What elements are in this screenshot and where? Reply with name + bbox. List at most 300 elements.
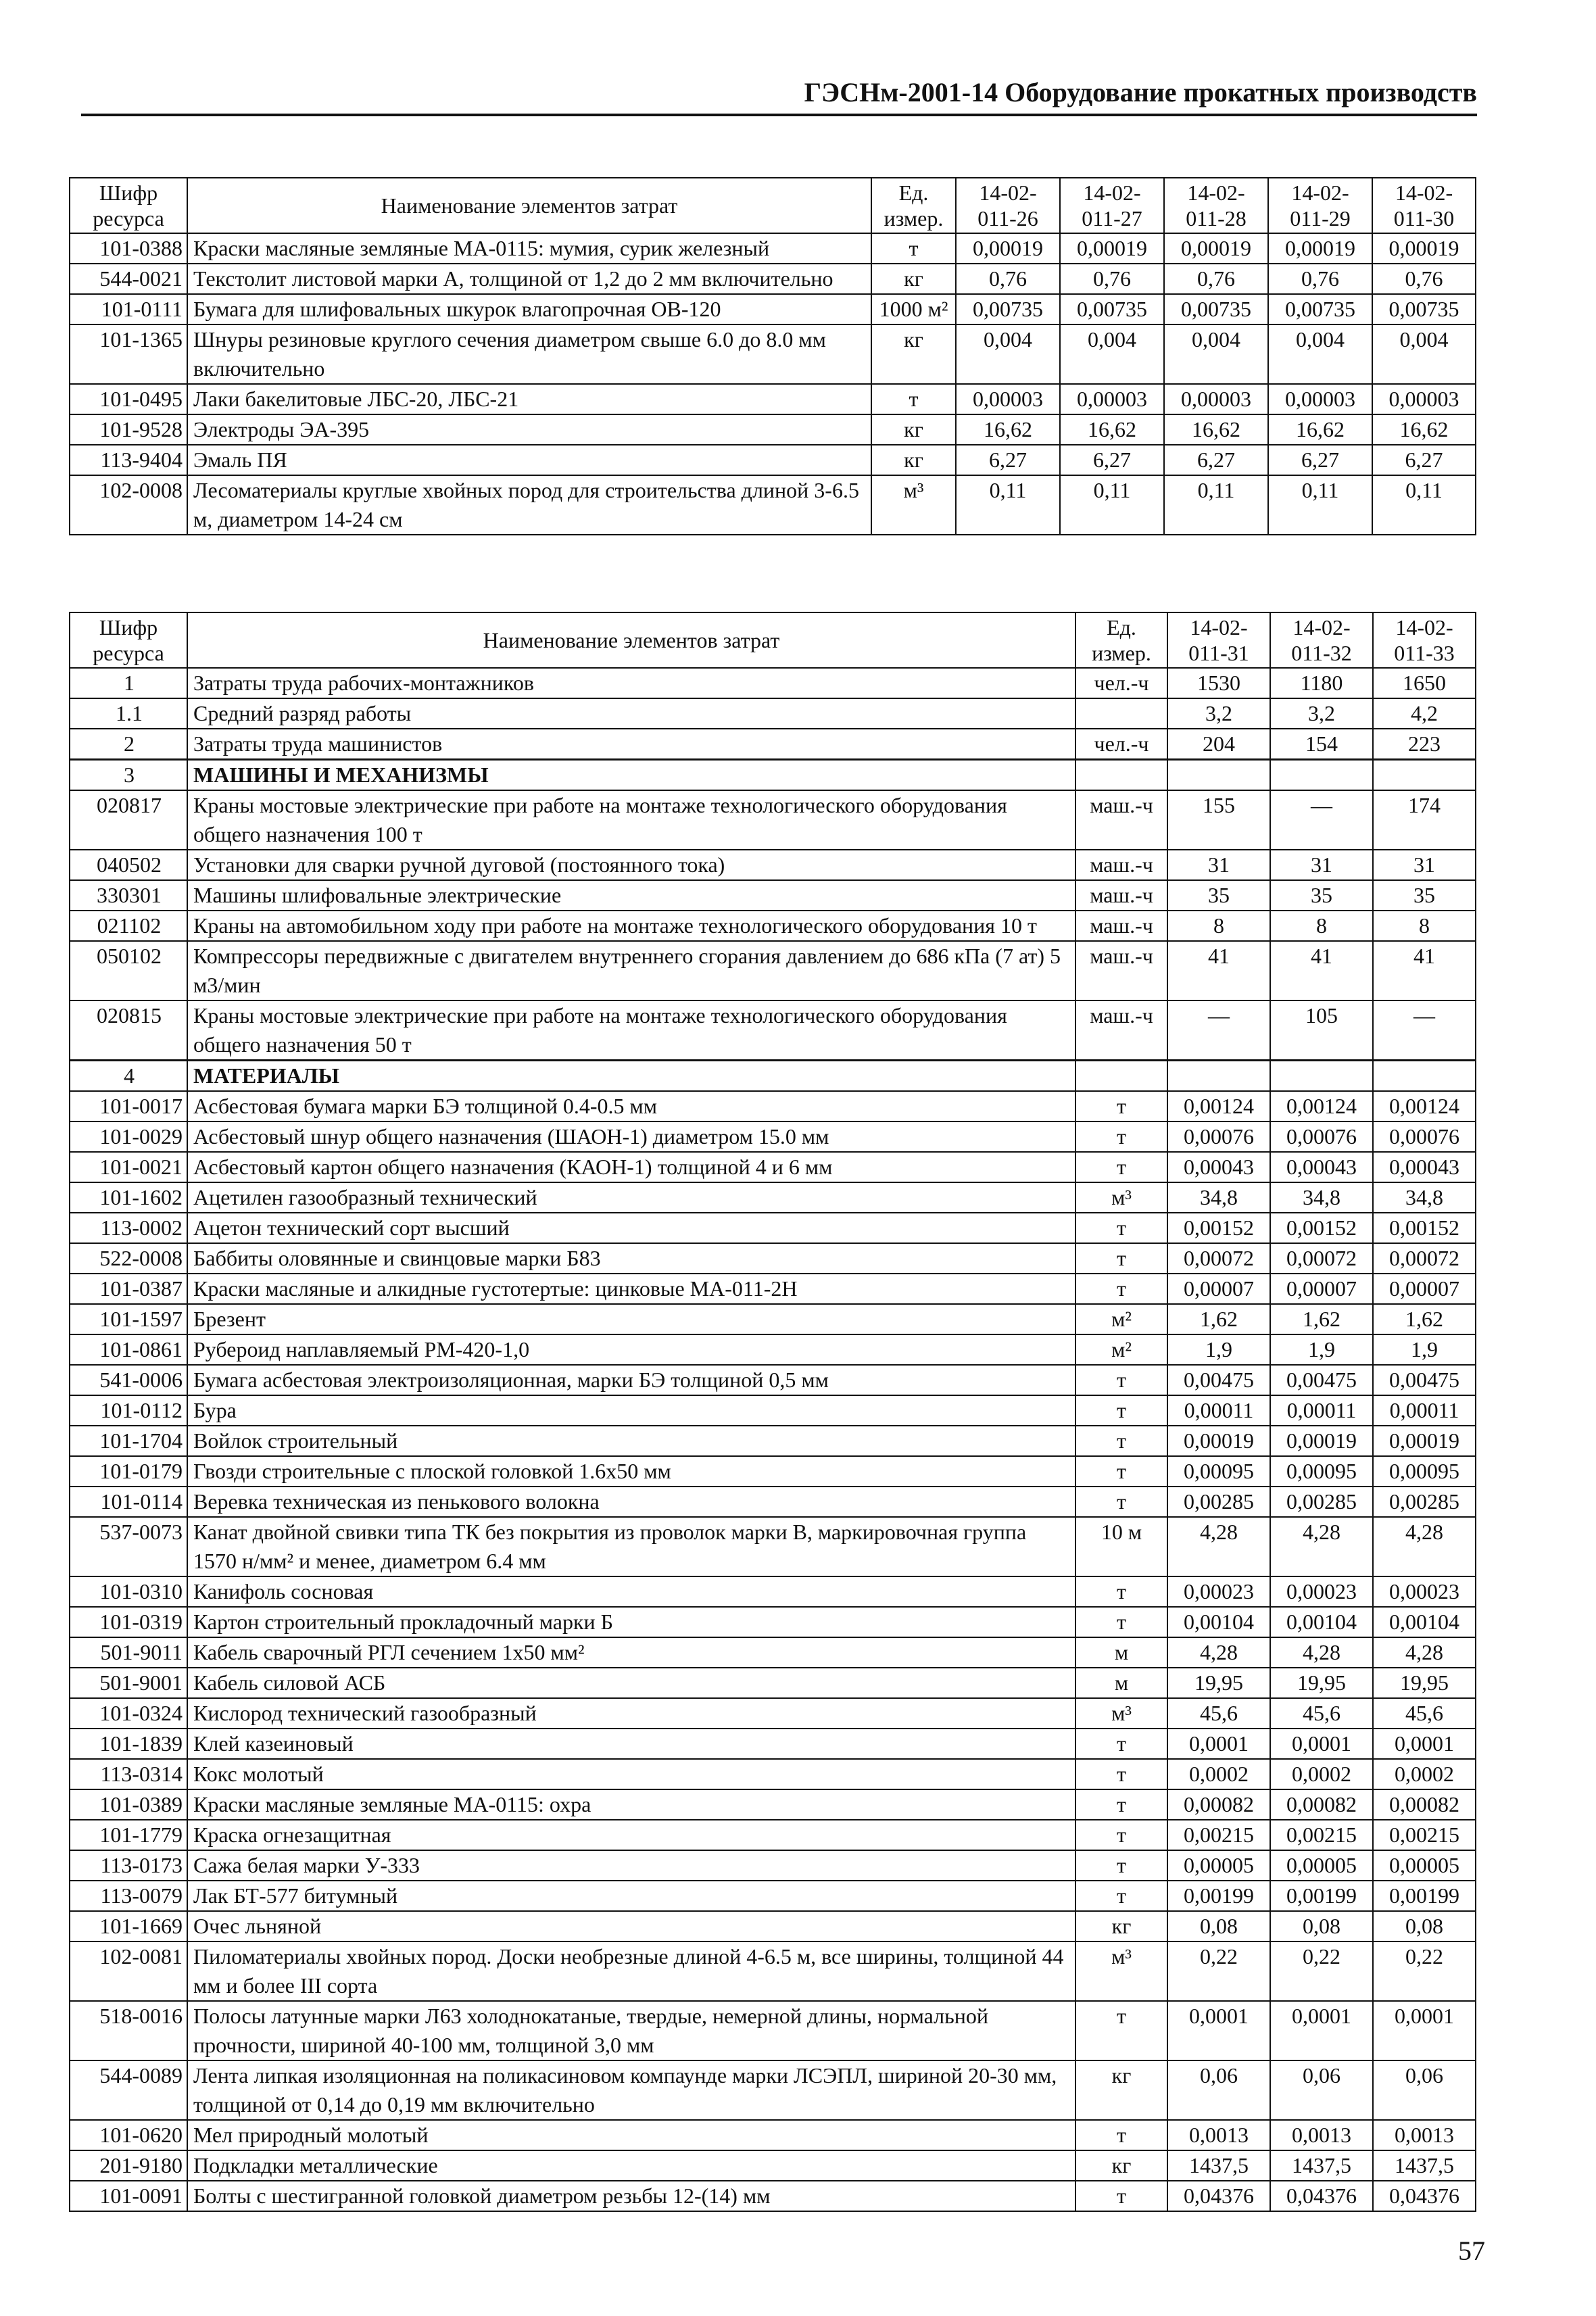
unit-of-measure: маш.-ч xyxy=(1075,941,1167,1000)
resource-name: Краска огнезащитная xyxy=(187,1820,1075,1850)
resource-code: 101-1839 xyxy=(70,1729,187,1759)
resource-code: 101-0112 xyxy=(70,1395,187,1426)
resource-name: Клей казеиновый xyxy=(187,1729,1075,1759)
norm-value: 223 xyxy=(1373,729,1476,760)
unit-of-measure: т xyxy=(1075,1365,1167,1395)
resource-table-1 xyxy=(69,177,1476,535)
norm-value: 0,0013 xyxy=(1167,2120,1270,2150)
table-row xyxy=(70,911,1476,941)
table-row xyxy=(70,1850,1476,1881)
norm-value: 0,00003 xyxy=(1164,384,1268,414)
norm-value: 0,08 xyxy=(1167,1911,1270,1941)
norm-value: 8 xyxy=(1270,911,1373,941)
norm-value: 0,76 xyxy=(1268,264,1372,294)
resource-code: 101-0310 xyxy=(70,1576,187,1607)
norm-value: 1,9 xyxy=(1270,1334,1373,1365)
resource-code: 101-0091 xyxy=(70,2181,187,2211)
norm-value: 0,00199 xyxy=(1373,1881,1476,1911)
unit-of-measure: т xyxy=(1075,2120,1167,2150)
table-row xyxy=(70,1759,1476,1789)
norm-value: 0,00735 xyxy=(956,294,1060,324)
norm-value: — xyxy=(1373,1000,1476,1061)
column-header-code: Шифр ресурса xyxy=(70,612,187,668)
norm-value: 6,27 xyxy=(1268,445,1372,475)
unit-of-measure: т xyxy=(871,384,956,414)
resource-code: 101-0324 xyxy=(70,1698,187,1729)
unit-of-measure: м³ xyxy=(1075,1182,1167,1213)
table-row xyxy=(70,1576,1476,1607)
unit-of-measure: т xyxy=(1075,2181,1167,2211)
norm-value: 0,004 xyxy=(1268,324,1372,384)
unit-of-measure: т xyxy=(1075,1729,1167,1759)
resource-code: 101-0388 xyxy=(70,233,187,264)
resource-name: МАШИНЫ И МЕХАНИЗМЫ xyxy=(187,760,1075,791)
norm-value: 0,00152 xyxy=(1270,1213,1373,1243)
norm-value: 34,8 xyxy=(1270,1182,1373,1213)
norm-value: 8 xyxy=(1373,911,1476,941)
table-row xyxy=(70,1941,1476,2001)
resource-name: Канат двойной свивки типа ТК без покрытия из проволок марки В, маркировочная группа 1570 н/мм² и менее, диаметром 6.4 мм xyxy=(187,1517,1075,1576)
norm-value: 4,28 xyxy=(1270,1517,1373,1576)
resource-name: Болты с шестигранной головкой диаметром резьбы 12-(14) мм xyxy=(187,2181,1075,2211)
table-row xyxy=(70,1517,1476,1576)
unit-of-measure: маш.-ч xyxy=(1075,880,1167,911)
norm-value: 4,2 xyxy=(1373,698,1476,729)
resource-code: 1.1 xyxy=(70,698,187,729)
norm-value: 0,22 xyxy=(1270,1941,1373,2001)
resource-name: Бумага для шлифовальных шкурок влагопрочная ОВ-120 xyxy=(187,294,871,324)
resource-name: МАТЕРИАЛЫ xyxy=(187,1061,1075,1092)
norm-value: 0,00124 xyxy=(1270,1091,1373,1121)
unit-of-measure: 1000 м² xyxy=(871,294,956,324)
unit-of-measure: чел.-ч xyxy=(1075,668,1167,698)
resource-name: Полосы латунные марки Л63 холоднокатаные, твердые, немерной длины, нормальной прочности, шириной 40-100 мм, толщиной 3,0 мм xyxy=(187,2001,1075,2060)
resource-code: 101-0017 xyxy=(70,1091,187,1121)
resource-code: 113-0079 xyxy=(70,1881,187,1911)
norm-value: 0,22 xyxy=(1373,1941,1476,2001)
norm-value: 0,11 xyxy=(1372,475,1476,535)
resource-code: 101-1704 xyxy=(70,1426,187,1456)
unit-of-measure: т xyxy=(1075,1426,1167,1456)
resource-code: 101-0029 xyxy=(70,1121,187,1152)
resource-name: Краны на автомобильном ходу при работе на монтаже технологического оборудования 10 т xyxy=(187,911,1075,941)
resource-code: 113-9404 xyxy=(70,445,187,475)
resource-name: Краны мостовые электрические при работе на монтаже технологического оборудования общего назначения 100 т xyxy=(187,790,1075,850)
resource-code: 101-0620 xyxy=(70,2120,187,2150)
table-row xyxy=(70,1456,1476,1487)
norm-value: 0,00095 xyxy=(1167,1456,1270,1487)
resource-name: Краски масляные земляные МА-0115: мумия, сурик железный xyxy=(187,233,871,264)
table-row xyxy=(70,2001,1476,2060)
norm-value: 35 xyxy=(1373,880,1476,911)
resource-code: 101-0179 xyxy=(70,1456,187,1487)
table-row xyxy=(70,1182,1476,1213)
column-header-unit: Ед. измер. xyxy=(871,178,956,233)
resource-name: Бура xyxy=(187,1395,1075,1426)
resource-name: Подкладки металлические xyxy=(187,2150,1075,2181)
unit-of-measure: т xyxy=(1075,1487,1167,1517)
unit-of-measure: м³ xyxy=(1075,1698,1167,1729)
resource-code: 020815 xyxy=(70,1000,187,1061)
norm-value: 45,6 xyxy=(1373,1698,1476,1729)
norm-value: 0,00076 xyxy=(1167,1121,1270,1152)
unit-of-measure: маш.-ч xyxy=(1075,911,1167,941)
table-row xyxy=(70,384,1476,414)
resource-code: 101-0319 xyxy=(70,1607,187,1637)
resource-name: Гвозди строительные с плоской головкой 1.6x50 мм xyxy=(187,1456,1075,1487)
unit-of-measure: маш.-ч xyxy=(1075,850,1167,880)
norm-value: 0,00019 xyxy=(956,233,1060,264)
table-row xyxy=(70,1061,1476,1092)
resource-code: 101-1602 xyxy=(70,1182,187,1213)
resource-code: 518-0016 xyxy=(70,2001,187,2060)
resource-code: 102-0081 xyxy=(70,1941,187,2001)
norm-value xyxy=(1167,760,1270,791)
norm-value: 0,0001 xyxy=(1167,2001,1270,2060)
column-header-norm: 14-02-011-32 xyxy=(1270,612,1373,668)
norm-value: 0,0013 xyxy=(1373,2120,1476,2150)
resource-name: Шнуры резиновые круглого сечения диаметром свыше 6.0 до 8.0 мм включительно xyxy=(187,324,871,384)
norm-value: 41 xyxy=(1270,941,1373,1000)
resource-name: Текстолит листовой марки А, толщиной от 1,2 до 2 мм включительно xyxy=(187,264,871,294)
resource-code: 101-0021 xyxy=(70,1152,187,1182)
table-row xyxy=(70,729,1476,760)
unit-of-measure: кг xyxy=(871,324,956,384)
table-row xyxy=(70,850,1476,880)
norm-value: 0,00023 xyxy=(1373,1576,1476,1607)
table-row xyxy=(70,1091,1476,1121)
norm-value: 0,00082 xyxy=(1373,1789,1476,1820)
unit-of-measure xyxy=(1075,698,1167,729)
norm-value: 0,0002 xyxy=(1167,1759,1270,1789)
column-header-code: Шифр ресурса xyxy=(70,178,187,233)
norm-value: 0,00152 xyxy=(1373,1213,1476,1243)
resource-name: Установки для сварки ручной дуговой (постоянного тока) xyxy=(187,850,1075,880)
norm-value: 0,00003 xyxy=(956,384,1060,414)
norm-value: 19,95 xyxy=(1270,1668,1373,1698)
table-row xyxy=(70,2181,1476,2211)
unit-of-measure: т xyxy=(1075,1789,1167,1820)
table-row xyxy=(70,941,1476,1000)
norm-value: 1,62 xyxy=(1373,1304,1476,1334)
norm-value: 31 xyxy=(1373,850,1476,880)
norm-value: 0,00019 xyxy=(1167,1426,1270,1456)
column-header-norm: 14-02-011-33 xyxy=(1373,612,1476,668)
norm-value: 0,00735 xyxy=(1060,294,1164,324)
norm-value: 0,00043 xyxy=(1270,1152,1373,1182)
table-row xyxy=(70,1911,1476,1941)
resource-name: Краны мостовые электрические при работе на монтаже технологического оборудования общего назначения 50 т xyxy=(187,1000,1075,1061)
unit-of-measure: м xyxy=(1075,1668,1167,1698)
norm-value: 19,95 xyxy=(1167,1668,1270,1698)
norm-value: 0,22 xyxy=(1167,1941,1270,2001)
norm-value: 1437,5 xyxy=(1167,2150,1270,2181)
unit-of-measure: м³ xyxy=(871,475,956,535)
norm-value: 0,00023 xyxy=(1167,1576,1270,1607)
norm-value: 3,2 xyxy=(1167,698,1270,729)
resource-code: 4 xyxy=(70,1061,187,1092)
norm-value: 6,27 xyxy=(956,445,1060,475)
unit-of-measure: т xyxy=(1075,1759,1167,1789)
resource-name: Бумага асбестовая электроизоляционная, марки БЭ толщиной 0,5 мм xyxy=(187,1365,1075,1395)
norm-value: 0,11 xyxy=(1164,475,1268,535)
resource-code: 544-0021 xyxy=(70,264,187,294)
resource-code: 101-1597 xyxy=(70,1304,187,1334)
norm-value: 35 xyxy=(1270,880,1373,911)
resource-name: Веревка техническая из пенькового волокна xyxy=(187,1487,1075,1517)
resource-code: 201-9180 xyxy=(70,2150,187,2181)
resource-code: 102-0008 xyxy=(70,475,187,535)
norm-value: 0,0013 xyxy=(1270,2120,1373,2150)
unit-of-measure: т xyxy=(1075,1820,1167,1850)
resource-name: Затраты труда машинистов xyxy=(187,729,1075,760)
norm-value: 0,00003 xyxy=(1060,384,1164,414)
table-row xyxy=(70,445,1476,475)
norm-value: 0,00072 xyxy=(1270,1243,1373,1274)
table-row xyxy=(70,668,1476,698)
resource-code: 501-9001 xyxy=(70,1668,187,1698)
column-header-norm: 14-02-011-31 xyxy=(1167,612,1270,668)
norm-value: 31 xyxy=(1270,850,1373,880)
norm-value: 0,00215 xyxy=(1373,1820,1476,1850)
norm-value: 154 xyxy=(1270,729,1373,760)
unit-of-measure: кг xyxy=(871,264,956,294)
norm-value: 0,00011 xyxy=(1373,1395,1476,1426)
column-header-unit: Ед. измер. xyxy=(1075,612,1167,668)
resource-name: Канифоль сосновая xyxy=(187,1576,1075,1607)
unit-of-measure: т xyxy=(1075,1274,1167,1304)
resource-name: Машины шлифовальные электрические xyxy=(187,880,1075,911)
unit-of-measure: кг xyxy=(1075,2150,1167,2181)
unit-of-measure: т xyxy=(1075,1607,1167,1637)
table-row xyxy=(70,1152,1476,1182)
table-row xyxy=(70,1000,1476,1061)
norm-value: 0,08 xyxy=(1270,1911,1373,1941)
table-row xyxy=(70,324,1476,384)
norm-value: 0,00007 xyxy=(1373,1274,1476,1304)
norm-value: 0,00019 xyxy=(1060,233,1164,264)
table-row xyxy=(70,233,1476,264)
norm-value: 19,95 xyxy=(1373,1668,1476,1698)
table-row xyxy=(70,1334,1476,1365)
norm-value: 35 xyxy=(1167,880,1270,911)
norm-value: 0,0002 xyxy=(1270,1759,1373,1789)
norm-value: 0,00199 xyxy=(1167,1881,1270,1911)
norm-value: 174 xyxy=(1373,790,1476,850)
norm-value: 0,00104 xyxy=(1373,1607,1476,1637)
resource-code: 101-1779 xyxy=(70,1820,187,1850)
table-row xyxy=(70,414,1476,445)
norm-value: 16,62 xyxy=(1372,414,1476,445)
norm-value: 0,00019 xyxy=(1372,233,1476,264)
norm-value: 0,00475 xyxy=(1373,1365,1476,1395)
norm-value: 1437,5 xyxy=(1373,2150,1476,2181)
norm-value: 4,28 xyxy=(1167,1517,1270,1576)
norm-value: 0,04376 xyxy=(1270,2181,1373,2211)
resource-name: Очес льняной xyxy=(187,1911,1075,1941)
unit-of-measure: т xyxy=(1075,1091,1167,1121)
norm-value: 1,62 xyxy=(1167,1304,1270,1334)
table-row xyxy=(70,1213,1476,1243)
norm-value xyxy=(1270,760,1373,791)
resource-code: 501-9011 xyxy=(70,1637,187,1668)
table-row xyxy=(70,1395,1476,1426)
resource-code: 522-0008 xyxy=(70,1243,187,1274)
resource-code: 113-0173 xyxy=(70,1850,187,1881)
page-number: 57 xyxy=(1458,2236,1485,2266)
resource-name: Пиломатериалы хвойных пород. Доски необрезные длиной 4-6.5 м, все ширины, толщиной 44 мм и более III сорта xyxy=(187,1941,1075,2001)
resource-code: 537-0073 xyxy=(70,1517,187,1576)
table-row xyxy=(70,475,1476,535)
resource-table-2 xyxy=(69,612,1476,2212)
resource-name: Асбестовая бумага марки БЭ толщиной 0.4-0.5 мм xyxy=(187,1091,1075,1121)
norm-value: 6,27 xyxy=(1372,445,1476,475)
unit-of-measure: кг xyxy=(1075,2060,1167,2120)
norm-value: 0,0001 xyxy=(1373,2001,1476,2060)
table-row xyxy=(70,264,1476,294)
norm-value xyxy=(1167,1061,1270,1092)
norm-value: 0,00095 xyxy=(1270,1456,1373,1487)
norm-value: 45,6 xyxy=(1270,1698,1373,1729)
norm-value: 0,00475 xyxy=(1167,1365,1270,1395)
norm-value: 0,00215 xyxy=(1167,1820,1270,1850)
norm-value: 155 xyxy=(1167,790,1270,850)
norm-value: 0,76 xyxy=(1060,264,1164,294)
norm-value: 4,28 xyxy=(1270,1637,1373,1668)
resource-name: Сажа белая марки У-333 xyxy=(187,1850,1075,1881)
resource-name: Кабель силовой АСБ xyxy=(187,1668,1075,1698)
resource-name: Брезент xyxy=(187,1304,1075,1334)
norm-value: 0,004 xyxy=(1060,324,1164,384)
norm-value: 1,62 xyxy=(1270,1304,1373,1334)
unit-of-measure: т xyxy=(871,233,956,264)
resource-name: Краски масляные и алкидные густотертые: цинковые МА-011-2Н xyxy=(187,1274,1075,1304)
table-row xyxy=(70,760,1476,791)
unit-of-measure: м³ xyxy=(1075,1941,1167,2001)
table-header-row xyxy=(70,612,1476,668)
norm-value: 6,27 xyxy=(1164,445,1268,475)
unit-of-measure: кг xyxy=(1075,1911,1167,1941)
table-row xyxy=(70,1243,1476,1274)
resource-name: Войлок строительный xyxy=(187,1426,1075,1456)
norm-value xyxy=(1270,1061,1373,1092)
norm-value: 4,28 xyxy=(1167,1637,1270,1668)
resource-name: Лесоматериалы круглые хвойных пород для строительства длиной 3-6.5 м, диаметром 14-24 см xyxy=(187,475,871,535)
norm-value: 1,9 xyxy=(1167,1334,1270,1365)
norm-value: 0,004 xyxy=(1372,324,1476,384)
resource-name: Кабель сварочный РГЛ сечением 1x50 мм² xyxy=(187,1637,1075,1668)
norm-value: 0,00735 xyxy=(1164,294,1268,324)
norm-value: 0,76 xyxy=(1372,264,1476,294)
norm-value: 0,76 xyxy=(1164,264,1268,294)
norm-value: 0,0001 xyxy=(1270,2001,1373,2060)
norm-value: 0,00104 xyxy=(1167,1607,1270,1637)
norm-value: 0,004 xyxy=(1164,324,1268,384)
norm-value: 0,00003 xyxy=(1372,384,1476,414)
norm-value: 6,27 xyxy=(1060,445,1164,475)
table-row xyxy=(70,1789,1476,1820)
norm-value: 16,62 xyxy=(1060,414,1164,445)
resource-name: Лак БТ-577 битумный xyxy=(187,1881,1075,1911)
norm-value: 0,00199 xyxy=(1270,1881,1373,1911)
norm-value: 1530 xyxy=(1167,668,1270,698)
column-header-name: Наименование элементов затрат xyxy=(187,612,1075,668)
table-row xyxy=(70,1607,1476,1637)
resource-name: Баббиты оловянные и свинцовые марки Б83 xyxy=(187,1243,1075,1274)
resource-code: 113-0314 xyxy=(70,1759,187,1789)
unit-of-measure: т xyxy=(1075,1243,1167,1274)
unit-of-measure: т xyxy=(1075,1121,1167,1152)
resource-code: 101-0495 xyxy=(70,384,187,414)
norm-value: 0,0001 xyxy=(1373,1729,1476,1759)
table-row xyxy=(70,1426,1476,1456)
norm-value: 0,11 xyxy=(956,475,1060,535)
norm-value: 0,00076 xyxy=(1373,1121,1476,1152)
resource-name: Картон строительный прокладочный марки Б xyxy=(187,1607,1075,1637)
resource-code: 101-1669 xyxy=(70,1911,187,1941)
norm-value: 16,62 xyxy=(1268,414,1372,445)
norm-value: 0,00005 xyxy=(1373,1850,1476,1881)
norm-value: 41 xyxy=(1167,941,1270,1000)
unit-of-measure: т xyxy=(1075,1456,1167,1487)
norm-value xyxy=(1373,1061,1476,1092)
norm-value: 0,00019 xyxy=(1164,233,1268,264)
resource-code: 101-0389 xyxy=(70,1789,187,1820)
norm-value: 0,00104 xyxy=(1270,1607,1373,1637)
table-row xyxy=(70,1487,1476,1517)
resource-name: Ацетилен газообразный технический xyxy=(187,1182,1075,1213)
resource-name: Мел природный молотый xyxy=(187,2120,1075,2150)
norm-value: 0,00076 xyxy=(1270,1121,1373,1152)
norm-value: 0,00019 xyxy=(1270,1426,1373,1456)
column-header-norm: 14-02-011-27 xyxy=(1060,178,1164,233)
unit-of-measure: м² xyxy=(1075,1334,1167,1365)
table-row xyxy=(70,1729,1476,1759)
norm-value: 0,00005 xyxy=(1167,1850,1270,1881)
norm-value: 0,00007 xyxy=(1270,1274,1373,1304)
page-header: ГЭСНм-2001-14 Оборудование прокатных производств xyxy=(804,77,1477,107)
norm-value: 41 xyxy=(1373,941,1476,1000)
resource-code: 050102 xyxy=(70,941,187,1000)
norm-value: 0,00043 xyxy=(1167,1152,1270,1182)
norm-value: 0,00475 xyxy=(1270,1365,1373,1395)
table-row xyxy=(70,1274,1476,1304)
norm-value: 0,06 xyxy=(1167,2060,1270,2120)
resource-name: Краски масляные земляные МА-0115: охра xyxy=(187,1789,1075,1820)
resource-code: 101-0114 xyxy=(70,1487,187,1517)
norm-value: 0,00215 xyxy=(1270,1820,1373,1850)
norm-value: 105 xyxy=(1270,1000,1373,1061)
norm-value: 45,6 xyxy=(1167,1698,1270,1729)
norm-value: 0,00124 xyxy=(1167,1091,1270,1121)
column-header-name: Наименование элементов затрат xyxy=(187,178,871,233)
resource-name: Лента липкая изоляционная на поликасиновом компаунде марки ЛСЭПЛ, шириной 20-30 мм, толщиной от 0,14 до 0,19 мм включительно xyxy=(187,2060,1075,2120)
norm-value: 4,28 xyxy=(1373,1517,1476,1576)
table-row xyxy=(70,1121,1476,1152)
norm-value: 0,00082 xyxy=(1270,1789,1373,1820)
norm-value: 0,04376 xyxy=(1373,2181,1476,2211)
unit-of-measure: т xyxy=(1075,1213,1167,1243)
norm-value: 0,00011 xyxy=(1270,1395,1373,1426)
resource-name: Затраты труда рабочих-монтажников xyxy=(187,668,1075,698)
norm-value: 0,00124 xyxy=(1373,1091,1476,1121)
norm-value: 0,06 xyxy=(1373,2060,1476,2120)
resource-code: 101-9528 xyxy=(70,414,187,445)
unit-of-measure: т xyxy=(1075,1850,1167,1881)
norm-value: 8 xyxy=(1167,911,1270,941)
resource-code: 3 xyxy=(70,760,187,791)
unit-of-measure: м xyxy=(1075,1637,1167,1668)
